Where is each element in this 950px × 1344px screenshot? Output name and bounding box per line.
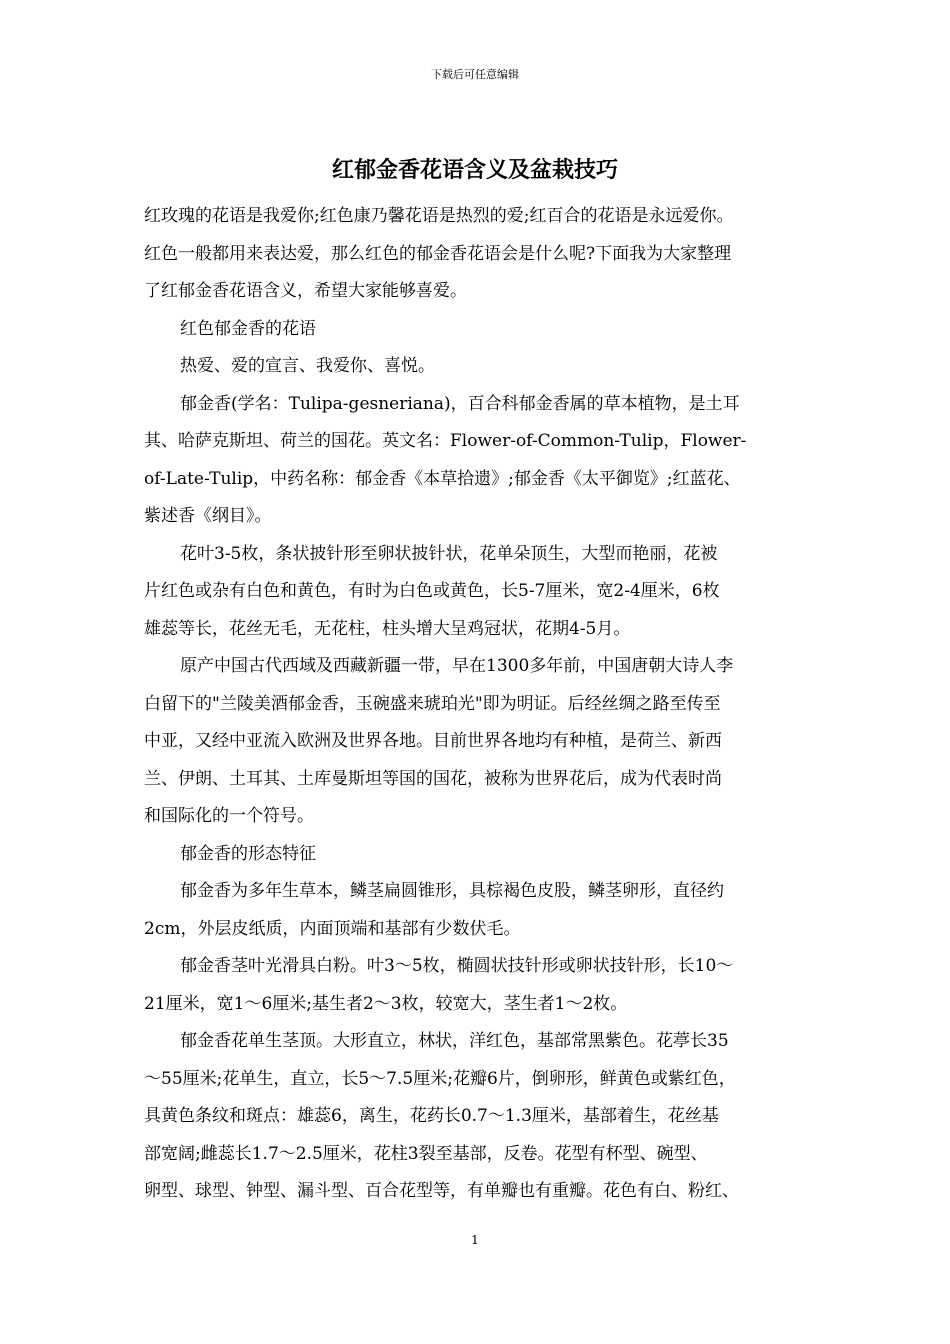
text-line: 21厘米，宽1～6厘米;基生者2～3枚，较宽大，茎生者1～2枚。 xyxy=(144,993,628,1014)
page-number: 1 xyxy=(471,1233,479,1247)
text-line: 具黄色条纹和斑点：雄蕊6，离生，花药长0.7～1.3厘米，基部着生，花丝基 xyxy=(144,1106,719,1126)
text-line: 卵型、球型、钟型、漏斗型、百合花型等，有单瓣也有重瓣。花色有白、粉红、 xyxy=(144,1181,739,1201)
text-line: 红玫瑰的花语是我爱你;红色康乃馨花语是热烈的爱;红百合的花语是永远爱你。 xyxy=(144,206,734,226)
text-line: 中亚，又经中亚流入欧洲及世界各地。目前世界各地均有种植，是荷兰、新西 xyxy=(144,731,722,751)
text-line: 兰、伊朗、土耳其、土库曼斯坦等国的国花，被称为世界花后，成为代表时尚 xyxy=(144,768,722,789)
document-body xyxy=(144,198,814,1211)
text-line: 郁金香茎叶光滑具白粉。叶3～5枚，椭圆状技针形或卵状技针形，长10～ xyxy=(180,956,734,976)
text-line: 紫述香《纲目》。 xyxy=(144,506,272,526)
page-header-note: 下载后可任意编辑 xyxy=(431,68,519,81)
text-line: 和国际化的一个符号。 xyxy=(144,806,314,826)
text-line: 红色郁金香的花语 xyxy=(180,318,316,339)
text-line: 雄蕊等长，花丝无毛，无花柱，柱头增大呈鸡冠状，花期4-5月。 xyxy=(144,618,631,639)
text-line: 片红色或杂有白色和黄色，有时为白色或黄色，长5-7厘米，宽2-4厘米，6枚 xyxy=(144,581,720,601)
text-line: 原产中国古代西域及西藏新疆一带，早在1300多年前，中国唐朝大诗人李 xyxy=(180,656,734,676)
text-line: 2cm，外层皮纸质，内面顶端和基部有少数伏毛。 xyxy=(144,918,521,939)
text-line: of-Late-Tulip，中药名称：郁金香《本草拾遗》;郁金香《太平御览》;红蓝花、 xyxy=(144,468,741,489)
text-line: 郁金香的形态特征 xyxy=(180,843,316,864)
text-line: 郁金香花单生茎顶。大形直立，林状，洋红色，基部常黑紫色。花葶长35 xyxy=(180,1031,729,1051)
document-title: 红郁金香花语含义及盆栽技巧 xyxy=(331,157,618,183)
text-line: ～55厘米;花单生，直立，长5～7.5厘米;花瓣6片，倒卵形，鲜黄色或紫红色， xyxy=(144,1068,736,1089)
text-line: 其、哈萨克斯坦、荷兰的国花。英文名：Flower-of-Common-Tulip，Flower- xyxy=(144,431,747,451)
text-line: 郁金香为多年生草本，鳞茎扁圆锥形，具棕褐色皮股，鳞茎卵形，直径约 xyxy=(180,881,724,901)
text-line: 热爱、爱的宣言、我爱你、喜悦。 xyxy=(180,356,435,376)
text-line: 了红郁金香花语含义，希望大家能够喜爱。 xyxy=(144,281,467,301)
text-line: 部宽阔;雌蕊长1.7～2.5厘米，花柱3裂至基部，反卷。花型有杯型、碗型、 xyxy=(144,1143,708,1164)
text-line: 红色一般都用来表达爱，那么红色的郁金香花语会是什么呢?下面我为大家整理 xyxy=(144,243,732,264)
text-line: 白留下的"兰陵美酒郁金香，玉碗盛来琥珀光"即为明证。后经丝绸之路至传至 xyxy=(144,693,721,714)
text-line: 郁金香(学名：Tulipa-gesneriana)，百合科郁金香属的草本植物，是土耳 xyxy=(180,393,740,414)
text-line: 花叶3-5枚，条状披针形至卵状披针状，花单朵顶生，大型而艳丽，花被 xyxy=(180,543,718,564)
